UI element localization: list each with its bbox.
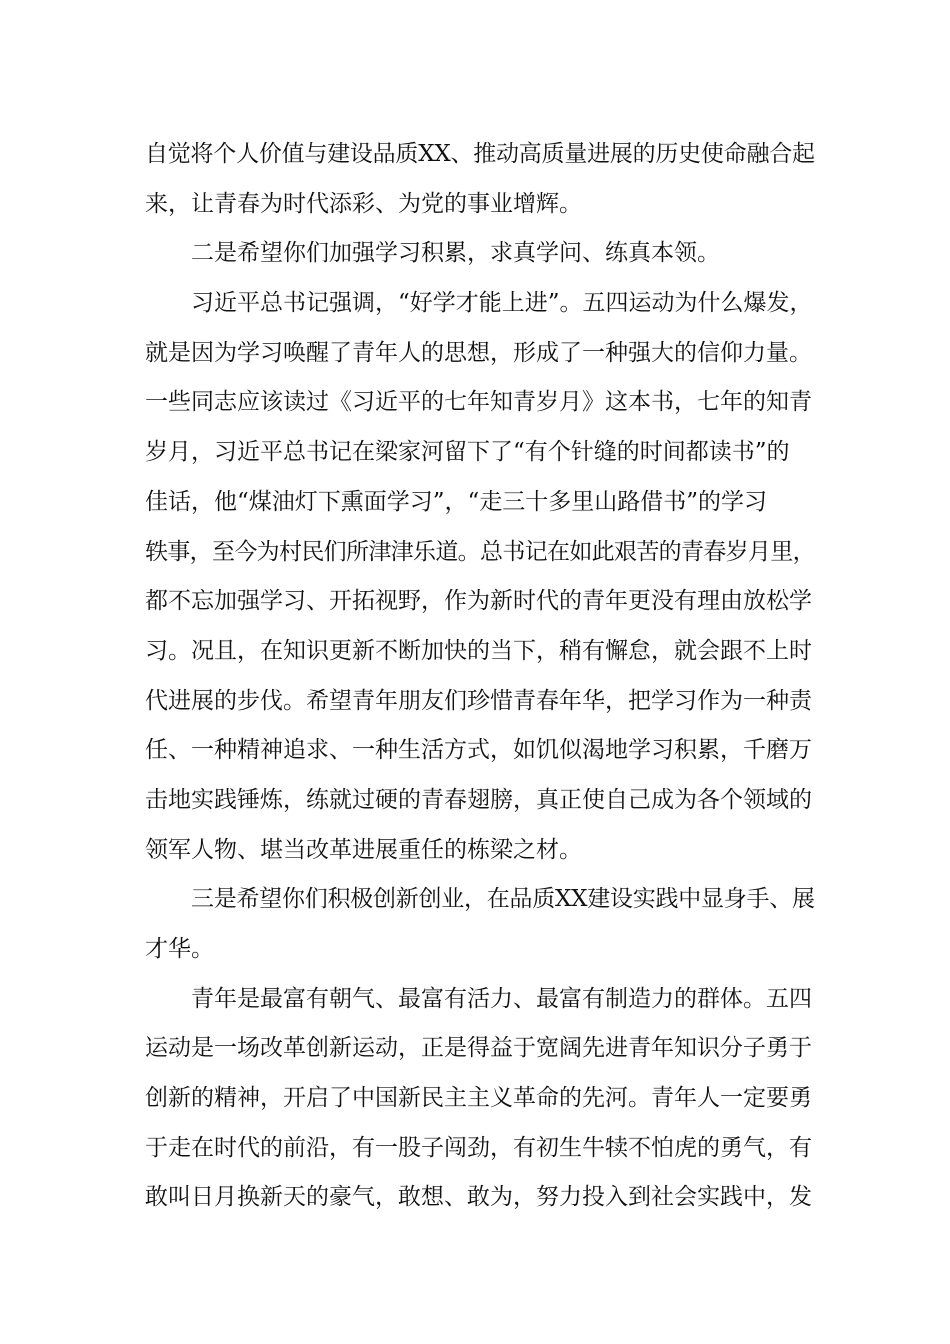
text-line: 击地实践锤炼，练就过硬的青春翅膀，真正使自己成为各个领域的 — [145, 786, 812, 813]
text-line: 来，让青春为时代添彩、为党的事业增辉。 — [145, 190, 582, 217]
text-line: 三是希望你们积极创新创业，在品质XX建设实践中显身手、展 — [191, 886, 815, 913]
text-line: 都不忘加强学习、开拓视野，作为新时代的青年更没有理由放松学 — [145, 588, 812, 615]
text-line: 岁月，习近平总书记在梁家河留下了“有个针缝的时间都读书”的 — [145, 439, 790, 466]
body-text — [145, 130, 815, 1223]
text-line: 创新的精神，开启了中国新民主主义革命的先河。青年人一定要勇 — [145, 1085, 812, 1112]
text-line: 领军人物、堪当改革进展重任的栋梁之材。 — [145, 836, 582, 863]
text-line: 习。况且，在知识更新不断加快的当下，稍有懈怠，就会跟不上时 — [145, 637, 812, 664]
text-line: 敢叫日月换新天的豪气，敢想、敢为，努力投入到社会实践中，发 — [145, 1184, 812, 1211]
text-line: 一些同志应该读过《习近平的七年知青岁月》这本书，七年的知青 — [145, 389, 812, 416]
text-line: 佳话，他“煤油灯下熏面学习”，“走三十多里山路借书”的学习 — [145, 488, 768, 515]
text-line: 二是希望你们加强学习积累，求真学问、练真本领。 — [191, 240, 720, 267]
text-line: 才华。 — [145, 936, 214, 962]
text-line: 青年是最富有朝气、最富有活力、最富有制造力的群体。五四 — [191, 985, 812, 1012]
text-line: 就是因为学习唤醒了青年人的思想，形成了一种强大的信仰力量。 — [145, 339, 812, 366]
text-line: 运动是一场改革创新运动，正是得益于宽阔先进青年知识分子勇于 — [145, 1035, 812, 1062]
text-line: 轶事，至今为村民们所津津乐道。总书记在如此艰苦的青春岁月里， — [145, 538, 816, 565]
text-line: 任、一种精神追求、一种生活方式，如饥似渴地学习积累，千磨万 — [145, 737, 812, 764]
text-line: 习近平总书记强调，“好学才能上进”。五四运动为什么爆发， — [191, 290, 813, 317]
text-line: 于走在时代的前沿，有一股子闯劲，有初生牛犊不怕虎的勇气，有 — [145, 1134, 812, 1161]
text-line: 自觉将个人价值与建设品质XX、推动高质量进展的历史使命融合起 — [145, 141, 815, 167]
text-line: 代进展的步伐。希望青年朋友们珍惜青春年华，把学习作为一种责 — [145, 687, 812, 714]
